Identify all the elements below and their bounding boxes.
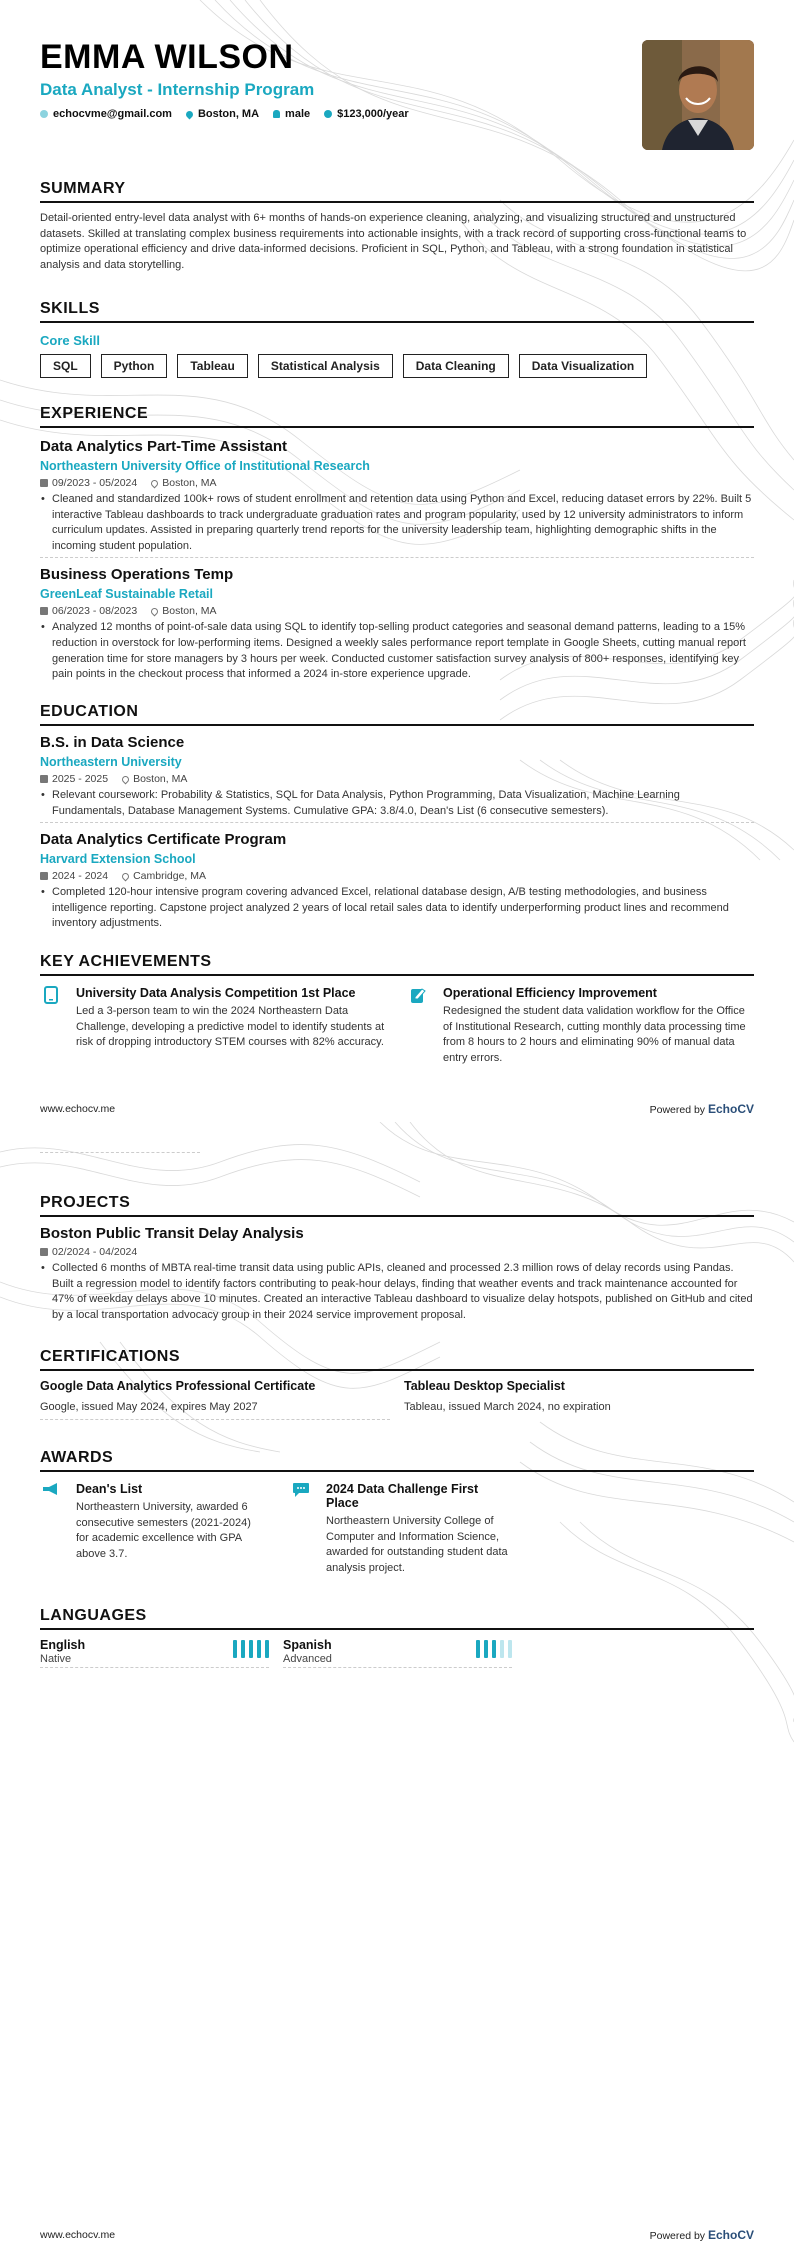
dates: 02/2024 - 04/2024 [52,1246,138,1258]
skills-heading: SKILLS [40,300,754,323]
job-title: Business Operations Temp [40,566,234,584]
location-icon [150,478,160,488]
proficiency-bar [500,1640,504,1658]
phone-icon [40,986,62,1008]
skill-chip: Python [101,354,168,378]
location: Cambridge, MA [133,870,207,883]
education-heading: EDUCATION [40,703,754,726]
megaphone-icon [40,1482,62,1504]
summary-heading: SUMMARY [40,180,754,203]
skills-section [40,300,754,378]
awards-heading: AWARDS [40,1449,754,1472]
gender-text: male [285,108,311,120]
school-name: Northeastern University [40,755,182,769]
candidate-name: EMMA WILSON [40,38,294,76]
experience-item [40,438,754,558]
achievements-heading: KEY ACHIEVEMENTS [40,953,754,976]
project-item [40,1225,754,1323]
achievement-item [407,986,754,1066]
proficiency-bar [492,1640,496,1658]
core-skill-label: Core Skill [40,333,100,348]
location-icon [184,109,194,119]
projects-heading: PROJECTS [40,1194,754,1217]
email-item[interactable] [40,108,172,120]
education-item [40,734,754,823]
degree-title: B.S. in Data Science [40,734,185,751]
user-icon [273,110,280,118]
award-item [290,1482,510,1576]
chat-icon [290,1482,312,1504]
proficiency-bar [257,1640,261,1658]
dates: 2025 - 2025 [52,773,109,785]
skill-chip: Data Visualization [519,354,647,378]
brand-logo[interactable]: EchoCV [707,2228,754,2242]
calendar-icon [40,775,48,783]
location: Boston, MA [162,477,217,489]
awards-section [40,1449,754,1576]
dollar-icon [324,110,332,118]
language-item [283,1638,512,1668]
skill-chip: Tableau [177,354,247,378]
calendar-icon [40,1248,48,1256]
powered-by: Powered by EchoCV [649,1102,754,1116]
target-role: Data Analyst - Internship Program [40,80,315,99]
resume-page-2 [0,1122,794,2246]
email-text: echocvme@gmail.com [53,108,172,120]
page-footer [40,1102,754,1116]
location-item [186,108,259,120]
award-desc: Northeastern University College of Computer and Information Science, awarded for outstanding student data analysis project. [326,1515,508,1574]
description-bullet: • Collected 6 months of MBTA real-time transit data using public APIs, cleaned and processed 2.3 million rows of delay records using Pandas. Built a regression model to identify factors contributing to peak-hour delays, finding that weather events and track maintenance accounted for 47% of weekday delays above 10 minutes. Created an interactive Tableau dashboard to visualize delay hotspots, published on GitHub and cited by a local transportation advocacy group in their 2024 service improvement proposal. [40,1261,754,1323]
award-item [40,1482,260,1576]
edit-icon [407,986,429,1008]
languages-section [40,1607,754,1668]
calendar-icon [40,607,48,615]
proficiency-bar [249,1640,253,1658]
page-footer [40,2228,754,2242]
proficiency-bar [484,1640,488,1658]
experience-heading: EXPERIENCE [40,405,754,428]
job-title: Data Analytics Part-Time Assistant [40,438,288,455]
resume-page-1 [0,0,794,1122]
organization: Northeastern University Office of Institutional Research [40,459,370,473]
page-divider [40,1152,200,1153]
certifications-heading: CERTIFICATIONS [40,1348,754,1371]
experience-section [40,405,754,683]
proficiency-bar [265,1640,269,1658]
award-title: Dean's List [76,1482,143,1496]
location: Boston, MA [133,773,188,785]
achievements-section [40,953,754,1066]
language-level: Advanced [283,1653,332,1665]
certification-item [40,1379,390,1420]
achievement-title: Operational Efficiency Improvement [443,986,657,1000]
proficiency-bar [233,1640,237,1658]
certifications-section [40,1348,754,1420]
location-text: Boston, MA [197,108,260,120]
salary-text: $123,000/year [337,108,409,120]
summary-text: Detail-oriented entry-level data analyst with 6+ months of hands-on experience cleaning, analyzing, and visualizing structured and unstructured datasets. Skilled at translating complex business requirements into actionable insights, with a track record of supporting cross-functional teams to optimize operational efficiency and drive data-informed decisions. Proficient in SQL, Python, and Tableau, with a strong foundation in statistical analysis and data storytelling. [40,212,747,271]
footer-site-link[interactable]: www.echocv.me [40,1103,116,1115]
proficiency-bar [508,1640,512,1658]
location-icon [121,774,131,784]
language-name: Spanish [283,1638,332,1652]
salary-item [324,108,409,120]
degree-title: Data Analytics Certificate Program [40,831,287,849]
project-title: Boston Public Transit Delay Analysis [40,1225,304,1242]
award-title: 2024 Data Challenge First Place [326,1482,479,1510]
language-name: English [40,1638,86,1652]
dates: 2024 - 2024 [52,870,109,883]
language-level: Native [40,1653,72,1665]
description-bullet: • Cleaned and standardized 100k+ rows of student enrollment and retention data using Python and Excel, reducing dataset errors by 22%. Built 5 interactive Tableau dashboards to track undergraduate graduation rates and program popularity, used by 12 university administrators to inform curriculum updates. Assisted in preparing quarterly trend reports for the university leadership team, highlighting demographic shifts in the incoming student population. [40,492,754,554]
description-bullet: • Analyzed 12 months of point-of-sale data using SQL to identify top-selling product categories and seasonal demand patterns, leading to a 15% reduction in overstock for low-performing items. Designed a weekly sales performance report template in Google Sheets, cutting manual report generation time for store managers by 3 hours per week. Conducted customer satisfaction survey analysis of 800+ responses, identifying key pain points in the checkout process that informed a 2024 in-store experience upgrade. [40,620,754,682]
certification-title: Tableau Desktop Specialist [404,1379,565,1393]
gender-item [273,108,310,120]
brand-logo[interactable]: EchoCV [707,1102,754,1116]
profile-photo [642,40,754,150]
certification-issuer: Google, issued May 2024, expires May 2027 [40,1401,258,1413]
description-bullet: • Completed 120-hour intensive program covering advanced Excel, relational database design, A/B testing methodologies, and business intelligence reporting. Capstone project analyzed 2 years of local retail sales data to identify underperforming product lines and recommend inventory adjustments. [40,885,754,932]
project-dates [40,1246,754,1258]
experience-item [40,566,754,682]
description-bullet: • Relevant coursework: Probability & Statistics, SQL for Data Analysis, Python Programming, Data Visualization, Machine Learning Fundamentals, Database Management Systems. Cumulative GPA: 3.8/4.0, Dean's List (6 consecutive semesters). [40,788,754,819]
proficiency-bars [476,1640,512,1658]
achievement-desc: Led a 3-person team to win the 2024 Northeastern Data Challenge, developing a predictive model to identify students at risk of dropping introductory STEM courses with 82% accuracy. [76,1005,385,1049]
language-item [40,1638,269,1668]
certification-title: Google Data Analytics Professional Certificate [40,1379,316,1393]
location-icon [121,871,131,881]
certification-item [404,1379,754,1420]
location: Boston, MA [162,605,217,618]
email-icon [40,110,48,118]
dates: 09/2023 - 05/2024 [52,477,138,489]
organization: GreenLeaf Sustainable Retail [40,587,213,602]
education-item [40,831,754,932]
proficiency-bars [233,1640,269,1658]
proficiency-bar [241,1640,245,1658]
powered-by: Powered by EchoCV [649,2228,754,2242]
skill-chip: SQL [40,354,91,378]
date-location [40,773,754,785]
certification-issuer: Tableau, issued March 2024, no expiration [404,1401,611,1413]
skill-chip: Statistical Analysis [258,354,393,378]
calendar-icon [40,872,48,880]
calendar-icon [40,479,48,487]
skill-chip: Data Cleaning [403,354,509,378]
achievement-item [40,986,387,1066]
achievement-desc: Redesigned the student data validation workflow for the Office of Institutional Research, cutting monthly data processing time from 8 hours to 2 hours and eliminating 90% of manual data entry errors. [443,1005,746,1064]
dates: 06/2023 - 08/2023 [52,605,138,618]
date-location [40,870,754,882]
proficiency-bar [476,1640,480,1658]
award-desc: Northeastern University, awarded 6 consecutive semesters (2021-2024) for academic excellence with GPA above 3.7. [76,1501,251,1560]
achievement-title: University Data Analysis Competition 1st Place [76,986,356,1000]
skill-chips [40,354,754,378]
date-location [40,477,754,489]
projects-section [40,1194,754,1323]
date-location [40,605,754,617]
location-icon [150,606,160,616]
summary-section [40,180,754,273]
languages-heading: LANGUAGES [40,1607,754,1630]
school-name: Harvard Extension School [40,852,196,867]
footer-site-link[interactable]: www.echocv.me [40,2229,116,2241]
education-section [40,703,754,932]
